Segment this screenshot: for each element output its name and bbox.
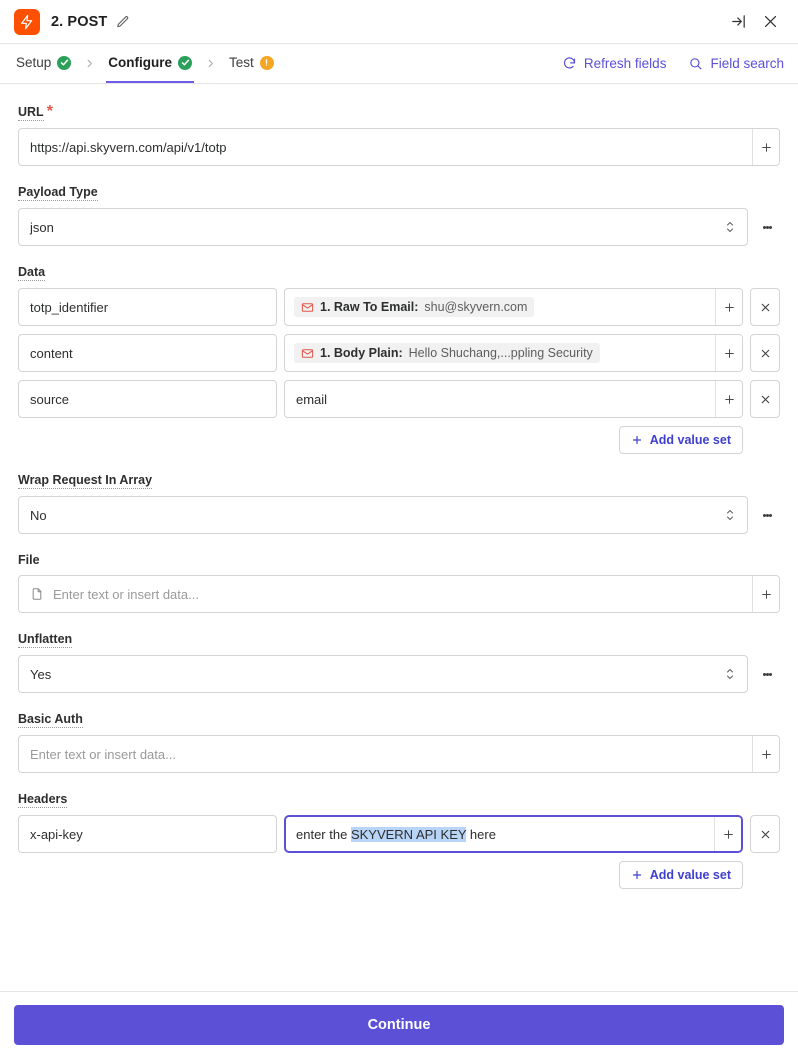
data-key-value: content <box>30 345 73 361</box>
data-row <box>18 334 780 372</box>
data-key-input[interactable] <box>18 288 277 326</box>
payload-type-value: json <box>30 219 54 235</box>
stepper-icon <box>724 218 736 236</box>
insert-data-plus-icon[interactable] <box>715 289 742 325</box>
refresh-icon <box>562 56 584 71</box>
wrap-request-label: Wrap Request In Array <box>18 473 153 487</box>
add-value-set-button[interactable] <box>619 861 743 889</box>
field-basic-auth <box>18 710 780 773</box>
payload-type-select[interactable] <box>18 208 748 246</box>
plus-icon <box>631 869 650 881</box>
field-payload-type <box>18 183 780 246</box>
field-search-button[interactable] <box>688 44 784 83</box>
header-key-value: x-api-key <box>30 826 83 842</box>
chevron-right-icon <box>73 44 106 83</box>
mail-icon <box>301 301 314 314</box>
unflatten-more-icon[interactable] <box>754 655 780 693</box>
headers-label: Headers <box>18 792 68 806</box>
insert-data-plus-icon[interactable] <box>752 576 779 612</box>
data-value-input[interactable] <box>284 288 743 326</box>
data-value-input[interactable] <box>284 334 743 372</box>
data-key-input[interactable] <box>18 380 277 418</box>
basic-auth-label: Basic Auth <box>18 712 83 726</box>
data-key-value: source <box>30 391 70 407</box>
header-key-input[interactable] <box>18 815 277 853</box>
field-search-label: Field search <box>710 56 784 71</box>
steps <box>14 44 276 83</box>
field-data <box>18 263 780 454</box>
data-row <box>18 288 780 326</box>
data-value-input[interactable] <box>284 380 743 418</box>
header-value-text <box>286 827 714 842</box>
pencil-icon[interactable] <box>116 15 130 29</box>
url-input-value: https://api.skyvern.com/api/v1/totp <box>30 139 227 155</box>
field-wrap-request-in-array <box>18 471 780 534</box>
insert-data-plus-icon[interactable] <box>752 129 779 165</box>
unflatten-row <box>18 655 780 693</box>
footer <box>0 991 798 1058</box>
add-value-set-button[interactable] <box>619 426 743 454</box>
basic-auth-placeholder: Enter text or insert data... <box>30 746 176 762</box>
tab-test-label: Test <box>229 55 254 70</box>
insert-data-plus-icon[interactable] <box>752 736 779 772</box>
wrap-request-value: No <box>30 507 47 523</box>
insert-data-plus-icon[interactable] <box>715 335 742 371</box>
page-title: 2. POST <box>51 13 108 30</box>
remove-row-icon[interactable] <box>750 380 780 418</box>
payload-type-more-icon[interactable] <box>754 208 780 246</box>
tab-test[interactable] <box>227 44 276 83</box>
data-token-label: 1. Body Plain: <box>320 346 403 360</box>
url-label: URL <box>18 105 44 119</box>
data-label: Data <box>18 265 46 279</box>
steps-bar <box>0 44 798 84</box>
remove-row-icon[interactable] <box>750 288 780 326</box>
field-headers <box>18 790 780 889</box>
continue-button[interactable]: Continue <box>14 1005 784 1045</box>
url-label-wrap <box>18 103 780 128</box>
url-input[interactable] <box>18 128 780 166</box>
file-input[interactable] <box>18 575 780 613</box>
header-value-suffix: here <box>466 826 496 842</box>
data-token-value: shu@skyvern.com <box>424 300 528 314</box>
close-icon[interactable] <box>756 8 784 36</box>
unflatten-label: Unflatten <box>18 632 73 646</box>
insert-data-plus-icon[interactable] <box>714 817 741 851</box>
data-token <box>294 343 600 363</box>
url-required-mark: * <box>46 103 53 120</box>
data-add-value-set-row <box>18 426 780 454</box>
data-token-label: 1. Raw To Email: <box>320 300 419 314</box>
tab-setup-label: Setup <box>16 55 52 70</box>
app-logo-icon <box>14 9 40 35</box>
file-icon <box>19 587 44 601</box>
data-row <box>18 380 780 418</box>
file-row <box>18 575 780 613</box>
refresh-fields-button[interactable] <box>562 44 667 83</box>
file-label: File <box>18 553 40 567</box>
headers-add-value-set-row <box>18 861 780 889</box>
field-unflatten <box>18 630 780 693</box>
wrap-request-more-icon[interactable] <box>754 496 780 534</box>
insert-data-plus-icon[interactable] <box>715 381 742 417</box>
configure-form <box>0 84 798 991</box>
tab-configure-label: Configure <box>108 55 173 70</box>
data-key-value: totp_identifier <box>30 299 109 315</box>
search-icon <box>688 56 710 71</box>
data-token <box>294 297 534 317</box>
unflatten-value: Yes <box>30 666 52 682</box>
panel-collapse-icon[interactable] <box>724 8 752 36</box>
unflatten-select[interactable] <box>18 655 748 693</box>
header-value-input[interactable] <box>284 815 743 853</box>
header-value-prefix: enter the <box>296 826 351 842</box>
tab-configure[interactable] <box>106 44 194 83</box>
chevron-right-icon <box>194 44 227 83</box>
stepper-icon <box>724 665 736 683</box>
titlebar <box>0 0 798 44</box>
stepper-icon <box>724 506 736 524</box>
add-value-set-label: Add value set <box>649 433 731 447</box>
file-placeholder: Enter text or insert data... <box>53 586 199 602</box>
check-icon <box>178 56 192 70</box>
warning-icon <box>260 56 274 70</box>
remove-row-icon[interactable] <box>750 334 780 372</box>
refresh-fields-label: Refresh fields <box>583 56 667 71</box>
payload-type-row <box>18 208 780 246</box>
data-value-text: email <box>296 391 328 407</box>
stepsbar-spacer <box>276 44 540 83</box>
tab-setup[interactable] <box>14 44 73 83</box>
payload-type-label: Payload Type <box>18 185 98 199</box>
field-url <box>18 103 780 166</box>
remove-row-icon[interactable] <box>750 815 780 853</box>
check-icon <box>57 56 71 70</box>
url-input-row <box>18 128 780 166</box>
data-token-value: Hello Shuchang,...ppling Security <box>408 346 593 360</box>
plus-icon <box>631 434 650 446</box>
header-value-selected: SKYVERN API KEY <box>350 826 467 842</box>
basic-auth-row <box>18 735 780 773</box>
data-key-input[interactable] <box>18 334 277 372</box>
headers-row <box>18 815 780 853</box>
wrap-request-row <box>18 496 780 534</box>
basic-auth-input[interactable] <box>18 735 780 773</box>
wrap-request-select[interactable] <box>18 496 748 534</box>
add-value-set-label: Add value set <box>649 868 731 882</box>
mail-icon <box>301 347 314 360</box>
field-file <box>18 551 780 613</box>
